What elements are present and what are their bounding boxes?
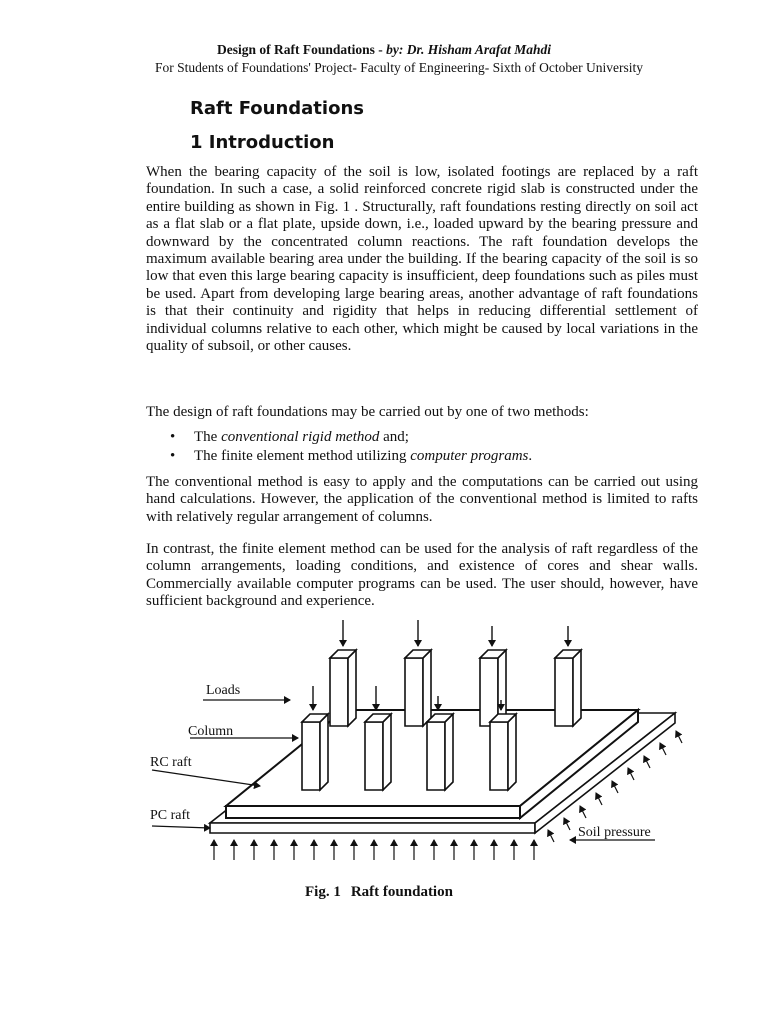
label-soil-pressure: Soil pressure: [578, 825, 651, 840]
label-loads: Loads: [206, 683, 241, 698]
heading-main: Raft Foundations: [190, 98, 364, 119]
methods-list: [170, 428, 690, 466]
label-column: Column: [188, 724, 234, 739]
heading-section: 1 Introduction: [190, 132, 335, 153]
column: [365, 714, 391, 790]
label-rc-raft: RC raft: [150, 755, 192, 770]
paragraph-conventional: The conventional method is easy to apply and the computations can be carried out using hand calculations. However, the application of the conventional method is limited to rafts with relatively regular arrangement of columns.: [146, 474, 698, 525]
column: [302, 714, 328, 790]
header-title-text: Design of Raft Foundations -: [216, 42, 387, 57]
page-header-title: [0, 42, 768, 58]
paragraph-methods: The design of raft foundations may be carried out by one of two methods:: [146, 404, 589, 420]
raft-foundation-figure: [130, 618, 690, 918]
column: [405, 650, 431, 726]
list-item: • The conventional rigid method and;: [170, 428, 690, 447]
paragraph-intro: When the bearing capacity of the soil is low, isolated footings are replaced by a raft foundation. In such a case, a solid reinforced concrete rigid slab is constructed under the entire building as shown in Fig. 1 . Structurally, raft foundations resting directly on soil act as a flat slab or a flat plate, upside down, i.e., loaded upward by the bearing pressure and downward by the concentrated column reactions. The raft foundation develops the maximum available bearing area under the building. If the bearing capacity of the soil is so low that even this large bearing capacity is insufficient, deep foundations such as piles must be used. Apart from developing large bearing areas, another advantage of raft foundations is that their continuity and rigidity that helps in reducing differential settlement of individual columns relative to each other, which might be caused by local variations in the quality of subsoil, or other causes.: [146, 164, 698, 355]
list-item: • The finite element method utilizing computer programs.: [170, 447, 690, 466]
page-header-subtitle: For Students of Foundations' Project- Faculty of Engineering- Sixth of October University: [155, 60, 643, 75]
column: [490, 714, 516, 790]
figure-number: Fig. 1: [305, 884, 341, 900]
column: [330, 650, 356, 726]
header-author: by: Dr. Hisham Arafat Mahdi: [386, 42, 552, 57]
label-pc-raft: PC raft: [150, 808, 191, 823]
paragraph-finite-element: In contrast, the finite element method can be used for the analysis of raft regardless of the column arrangements, loading conditions, and existence of cores and shear walls. Commercially available computer programs can be used. The user should, however, have sufficient background and experience.: [146, 541, 698, 610]
figure-caption: [305, 884, 463, 901]
figure-title: Raft foundation: [350, 884, 453, 900]
column: [555, 650, 581, 726]
column: [427, 714, 453, 790]
